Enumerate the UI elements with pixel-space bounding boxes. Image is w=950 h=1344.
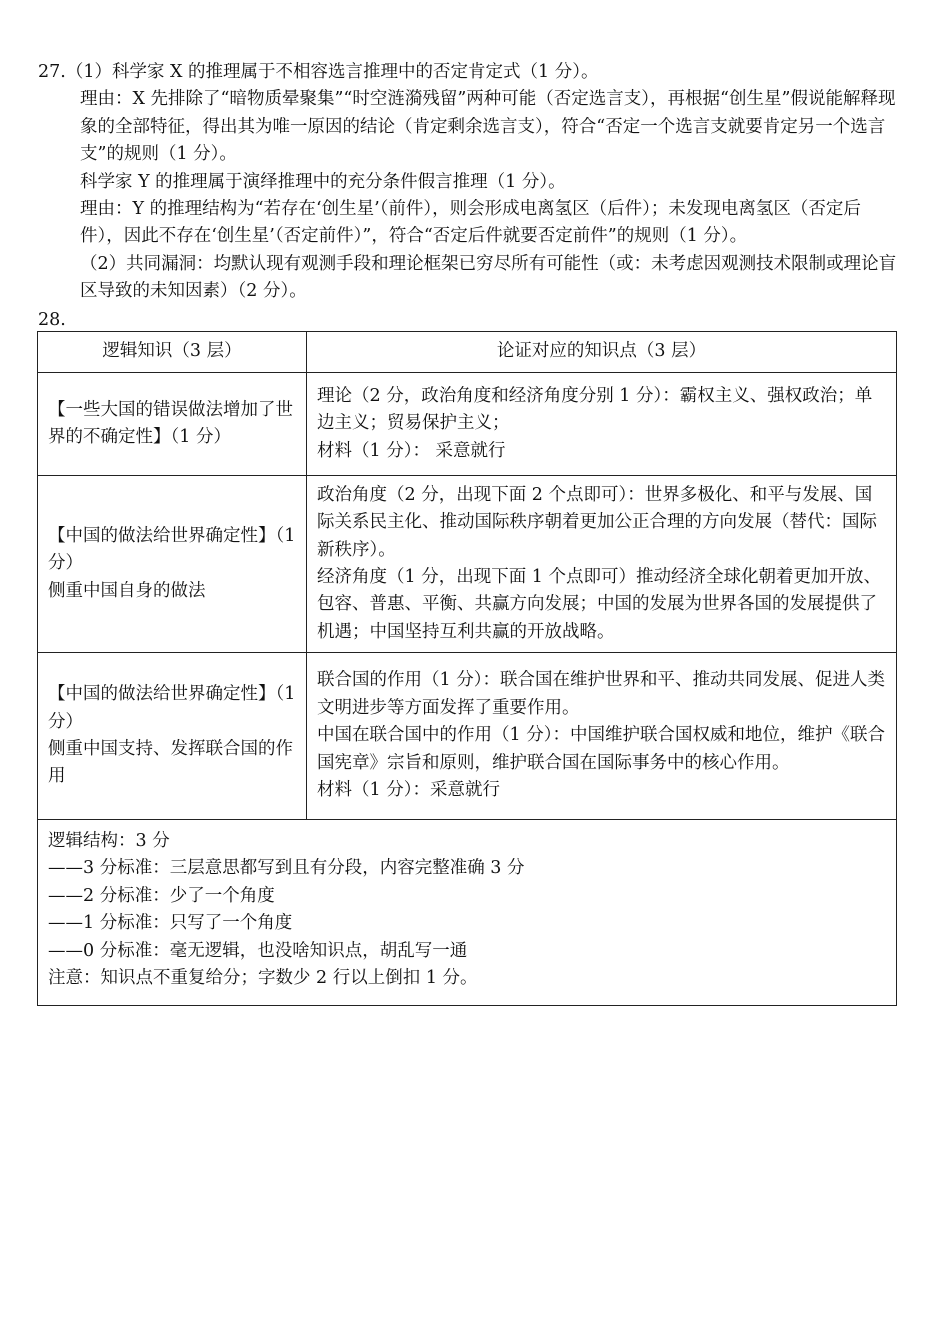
q28-number: 28. [38,310,66,330]
row2-points-cell [307,476,897,653]
structure-criterion: ——0 分标准：毫无逻辑，也没啥知识点，胡乱写一通 [48,940,468,961]
header-logic-knowledge: 逻辑知识（3 层） [38,332,307,373]
structure-title: 逻辑结构：3 分 [48,831,170,851]
q27-number: 27. [38,62,66,82]
structure-criterion: ——2 分标准：少了一个角度 [48,885,275,906]
table-row [38,653,897,820]
q27-part1-y-reason: 理由：Y 的推理结构为“若存在‘创生星’（前件），则会形成电离氢区（后件）；未发现电离氢区（否定后件），因此不存在‘创生星’（否定前件）”，符合“否定后件就要否定前件”的规则（1 分）。 [80,199,861,247]
row2-point-line: 政治角度（2 分，出现下面 2 个点即可）：世界多极化、和平与发展、国际关系民主化、推动国际秩序朝着更加公正合理的方向发展（替代：国际新秩序）。 [317,484,877,560]
row3-point-line: 中国在联合国中的作用（1 分）：中国维护联合国权威和地位，维护《联合国宪章》宗旨和原则，维护联合国在国际事务中的核心作用。 [317,725,885,773]
row3-logic-line: 【中国的做法给世界确定性】（1 分） [48,684,296,732]
row2-point-line: 经济角度（1 分，出现下面 1 个点即可）推动经济全球化朝着更加开放、包容、普惠、平衡、共赢方向发展；中国的发展为世界各国的发展提供了机遇；中国坚持互利共赢的开放战略。 [317,567,881,642]
header-knowledge-points: 论证对应的知识点（3 层） [307,332,897,373]
q27-part1-y-conclusion: 科学家 Y 的推理属于演绎推理中的充分条件假言推理（1 分）。 [80,171,566,192]
row2-logic-cell [38,476,307,653]
row3-point-line: 联合国的作用（1 分）：联合国在维护世界和平、推动共同发展、促进人类文明进步等方面发挥了重要作用。 [317,670,885,718]
table-header-row [38,332,897,373]
row2-logic-line: 侧重中国自身的做法 [48,580,206,601]
row1-point-line: 理论（2 分，政治角度和经济角度分别 1 分）：霸权主义、强权政治；单边主义；贸易保护主义； [317,385,873,434]
row3-logic-line: 侧重中国支持、发挥联合国的作用 [48,739,293,787]
row1-point-line: 材料（1 分）： 采意就行 [317,440,506,461]
row2-logic-line: 【中国的做法给世界确定性】（1 分） [48,525,296,574]
q27-part2: （2）共同漏洞：均默认现有观测手段和理论框架已穷尽所有可能性（或：未考虑因观测技术限制或理论盲区导致的未知因素）（2 分）。 [80,253,897,302]
q27-part1-x-conclusion: 27.（1）科学家 X 的推理属于不相容选言推理中的否定肯定式（1 分）。 [38,62,599,82]
structure-criterion: ——3 分标准：三层意思都写到且有分段，内容完整准确 3 分 [48,858,525,879]
question-27 [38,59,898,306]
logic-structure-cell [38,820,897,1006]
row1-points-cell [307,373,897,476]
row3-logic-cell [38,653,307,820]
row3-points-cell [307,653,897,820]
structure-criterion: ——1 分标准：只写了一个角度 [48,913,293,934]
table-row [38,373,897,476]
q28-grading-table [37,331,897,1006]
q27-part1-x-reason: 理由：X 先排除了“暗物质晕聚集”“时空涟漪残留”两种可能（否定选言支），再根据“创生星”假说能解释现象的全部特征，得出其为唯一原因的结论（肯定剩余选言支），符合“否定一个选言支就要肯定另一个选言支”的规则（1 分）。 [80,89,896,165]
structure-note: 注意：知识点不重复给分；字数少 2 行以上倒扣 1 分。 [48,968,478,989]
row1-logic-line: 【一些大国的错误做法增加了世界的不确定性】（1 分） [48,399,293,447]
row3-point-line: 材料（1 分）：采意就行 [317,780,500,801]
structure-row [38,820,897,1006]
row1-logic-cell [38,373,307,476]
table-row [38,476,897,653]
